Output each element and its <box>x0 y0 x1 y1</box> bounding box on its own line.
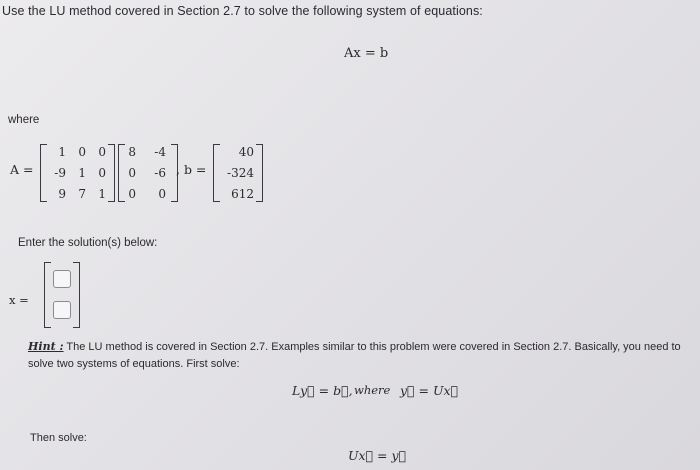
l-entry: 9 <box>58 187 66 201</box>
hint-paragraph <box>28 338 688 373</box>
u-entry: -4 <box>154 145 166 159</box>
problem-prompt: Use the LU method covered in Section 2.7 to solve the following system of equations: <box>2 4 483 18</box>
u-entry: 0 <box>158 187 166 201</box>
l-entry: -9 <box>54 166 66 180</box>
u-entry: 8 <box>128 145 136 159</box>
hint-text: The LU method is covered in Section 2.7. Examples similar to this problem were covered in Section 2.7. Basically, you need to solve two systems of equations. First solve: <box>28 341 681 370</box>
first-equation: Ly⃗ = b⃗, <box>292 383 353 398</box>
l-entry: 1 <box>58 145 66 159</box>
l-entry: 0 <box>78 145 86 159</box>
l-matrix-right-bracket <box>108 144 115 202</box>
b-label: , b = <box>176 162 207 177</box>
u-matrix <box>120 142 166 205</box>
where-label: where <box>8 114 40 126</box>
substitution-equation: y⃗ = Ux⃗ <box>400 383 459 398</box>
u-entry: 0 <box>128 187 136 201</box>
u-entry: 0 <box>128 166 136 180</box>
l-entry: 0 <box>98 166 106 180</box>
b-entry: 612 <box>231 187 254 201</box>
l-entry: 1 <box>98 187 106 201</box>
where-word: where <box>354 383 391 397</box>
x-label: x = <box>9 293 29 307</box>
b-vector-right-bracket <box>256 144 263 202</box>
answer-left-bracket <box>44 262 51 328</box>
l-entry: 1 <box>78 166 86 180</box>
u-entry: -6 <box>154 166 166 180</box>
enter-solution-label: Enter the solution(s) below: <box>18 237 158 249</box>
l-entry: 7 <box>78 187 86 201</box>
main-equation: Ax = b <box>344 46 389 61</box>
l-entry: 0 <box>98 145 106 159</box>
then-solve-label: Then solve: <box>30 432 87 444</box>
second-equation: Ux⃗ = y⃗ <box>348 448 407 463</box>
hint-label: Hint : <box>28 340 64 353</box>
l-matrix <box>46 142 106 205</box>
b-vector <box>216 142 254 205</box>
answer-input-x2[interactable] <box>53 301 71 319</box>
answer-right-bracket <box>73 262 80 328</box>
b-entry: 40 <box>238 145 254 159</box>
answer-input-x1[interactable] <box>53 270 71 288</box>
a-label: A = <box>10 162 34 177</box>
b-entry: -324 <box>227 166 254 180</box>
